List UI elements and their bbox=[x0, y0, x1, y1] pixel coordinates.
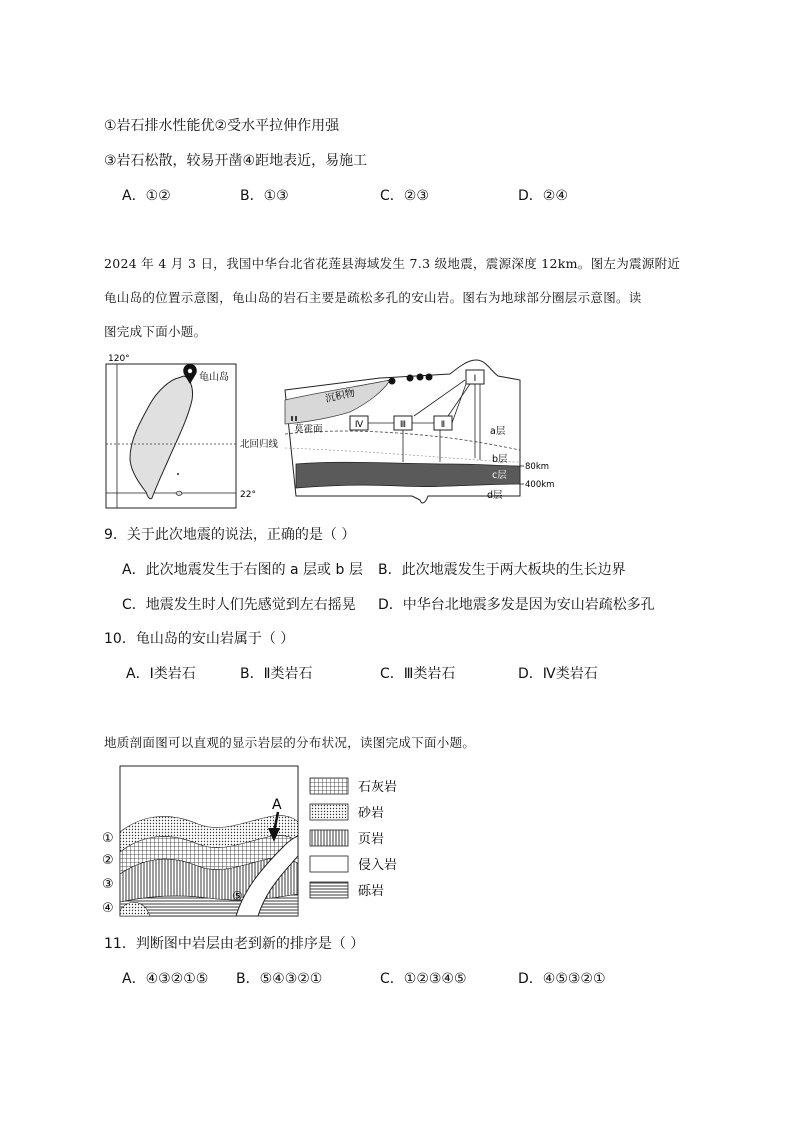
layer-a-label: a层 bbox=[490, 426, 506, 437]
legend-swatch-limestone bbox=[310, 778, 348, 794]
tree-icon-3 bbox=[417, 374, 424, 381]
legend-conglomerate: 砾岩 bbox=[358, 884, 385, 899]
tree-icon-2 bbox=[407, 375, 414, 382]
q9-option-a[interactable]: A．此次地震发生于右图的 a 层或 b 层 bbox=[122, 562, 363, 578]
tree-icon-1 bbox=[389, 378, 396, 385]
layer-b-label: b层 bbox=[492, 454, 508, 465]
box-1-label: Ⅰ bbox=[473, 374, 477, 384]
geological-profile bbox=[98, 762, 418, 922]
q9-option-c[interactable]: C．地震发生时人们先感觉到左右摇晃 bbox=[122, 597, 356, 613]
q11-option-c[interactable]: C．①②③④⑤ bbox=[380, 971, 467, 987]
q11-option-d[interactable]: D．④⑤③②① bbox=[518, 971, 606, 987]
point-a-label: A bbox=[272, 797, 282, 813]
moho-label: 莫霍面 bbox=[294, 424, 323, 435]
q10-option-b[interactable]: B．Ⅱ类岩石 bbox=[240, 666, 313, 682]
legend-sandstone: 砂岩 bbox=[358, 806, 385, 821]
island-label: 龟山岛 bbox=[199, 372, 229, 383]
q9-option-d[interactable]: D．中华台北地震多发是因为安山岩疏松多孔 bbox=[378, 597, 655, 613]
layer-marker-1: ① bbox=[102, 831, 114, 846]
box-3-label: Ⅲ bbox=[399, 420, 407, 430]
legend-intrusive: 侵入岩 bbox=[358, 858, 398, 873]
sediment-label: 沉积物 bbox=[324, 387, 356, 405]
location-pin-dot bbox=[188, 369, 192, 373]
q11-stem: 11．判断图中岩层由老到新的排序是（ ） bbox=[104, 936, 365, 952]
taiwan-location-map bbox=[100, 350, 300, 515]
lat-label: 22° bbox=[240, 490, 256, 500]
prev-option-a[interactable]: A．①② bbox=[122, 188, 171, 204]
depth-80-label: 80km bbox=[525, 462, 550, 472]
small-island bbox=[176, 491, 182, 495]
legend-shale: 页岩 bbox=[358, 832, 385, 847]
tropic-label: 北回归线 bbox=[240, 439, 279, 450]
q10-stem: 10．龟山岛的安山岩属于（ ） bbox=[104, 631, 295, 647]
q10-option-c[interactable]: C．Ⅲ类岩石 bbox=[380, 666, 456, 682]
legend-swatch-intrusive bbox=[310, 856, 348, 872]
prev-option-c[interactable]: C．②③ bbox=[380, 188, 429, 204]
small-island-dot bbox=[177, 473, 179, 475]
legend-swatch-conglomerate bbox=[310, 882, 348, 898]
taiwan-island bbox=[130, 376, 193, 499]
q10-option-d[interactable]: D．Ⅳ类岩石 bbox=[518, 666, 598, 682]
statement-1-2: ①岩石排水性能优②受水平拉伸作用强 bbox=[104, 118, 340, 134]
layer-d-label: d层 bbox=[487, 490, 503, 501]
legend-swatch-shale bbox=[310, 830, 348, 846]
passage1-line1: 2024 年 4 月 3 日，我国中华台北省花莲县海域发生 7.3 级地震，震源深度 12km。图左为震源附近 bbox=[104, 256, 681, 271]
tree-icon-4 bbox=[426, 374, 433, 381]
layer-marker-3: ③ bbox=[102, 877, 114, 892]
lon-label: 120° bbox=[108, 354, 130, 364]
prev-option-b[interactable]: B．①③ bbox=[240, 188, 289, 204]
box-2-label: Ⅱ bbox=[440, 420, 446, 430]
statement-3-4: ③岩石松散，较易开凿④距地表近，易施工 bbox=[104, 153, 368, 169]
prev-option-d[interactable]: D．②④ bbox=[518, 188, 568, 204]
passage1-line2: 龟山岛的位置示意图，龟山岛的岩石主要是疏松多孔的安山岩。图右为地球部分圈层示意图。读 bbox=[104, 290, 642, 305]
layer-c-label: c层 bbox=[492, 470, 507, 481]
box-4-label: Ⅳ bbox=[354, 420, 364, 430]
legend-swatch-sandstone bbox=[310, 804, 348, 820]
layer-marker-2: ② bbox=[102, 853, 114, 868]
q11-option-b[interactable]: B．⑤④③②① bbox=[236, 971, 323, 987]
passage2-line1: 地质剖面图可以直观的显示岩层的分布状况，读图完成下面小题。 bbox=[104, 735, 476, 750]
earth-layers-diagram bbox=[280, 350, 570, 515]
depth-400-label: 400km bbox=[525, 480, 555, 490]
legend-limestone: 石灰岩 bbox=[358, 780, 398, 795]
q10-option-a[interactable]: A．Ⅰ类岩石 bbox=[126, 666, 196, 682]
layer-marker-4: ④ bbox=[102, 901, 114, 916]
layer-c-band bbox=[296, 462, 520, 488]
q9-stem: 9．关于此次地震的说法，正确的是（ ） bbox=[104, 527, 356, 543]
intrusion-marker: ⑤ bbox=[232, 889, 243, 903]
q11-option-a[interactable]: A．④③②①⑤ bbox=[122, 971, 209, 987]
q9-option-b[interactable]: B．此次地震发生于两大板块的生长边界 bbox=[378, 562, 626, 578]
passage1-line3: 图完成下面小题。 bbox=[104, 324, 207, 339]
